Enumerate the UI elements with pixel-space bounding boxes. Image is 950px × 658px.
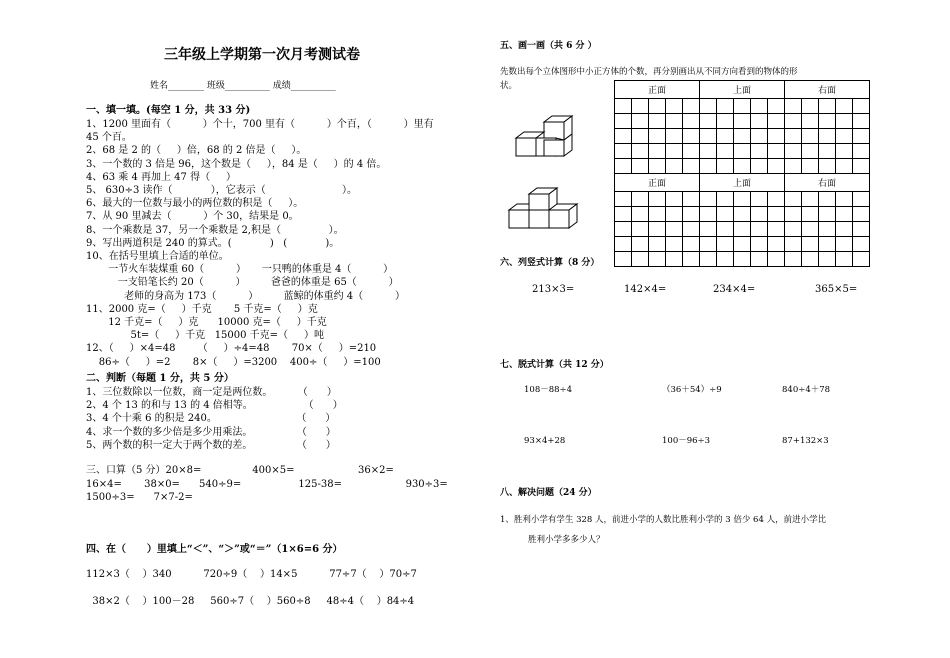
grid-cell[interactable]: [819, 129, 836, 144]
grid-cell[interactable]: [853, 222, 870, 237]
section-8-header: 八、解决问题（24 分）: [500, 488, 597, 498]
grid-cell[interactable]: [649, 144, 666, 159]
question-line: 11、2000 克=（ ）千克 5 千克=（ ）克: [86, 303, 318, 315]
grid-cell[interactable]: [700, 207, 717, 222]
compare-line: 38×2（ ）100－28 560÷7（ ）560÷8 48÷4（ ）84÷4: [86, 596, 415, 607]
grid-cell[interactable]: [632, 252, 649, 267]
grid-cell[interactable]: [785, 252, 802, 267]
question-line: 10、在括号里填上合适的单位。: [86, 251, 229, 262]
page-title: 三年级上学期第一次月考测试卷: [164, 47, 360, 63]
grid-cell[interactable]: [853, 114, 870, 129]
oral-calc-line: 1500÷3= 7×7-2=: [86, 492, 193, 503]
grid-cell[interactable]: [615, 192, 632, 207]
question-line: 3、一个数的 3 倍是 96，这个数是（ ），84 是（ ）的 4 倍。: [86, 158, 387, 170]
grid-label-front: 正面: [615, 81, 700, 99]
grid-cell[interactable]: [802, 237, 819, 252]
grid-cell[interactable]: [785, 129, 802, 144]
question-line: 老师的身高为 173（ ） 蓝鲸的体重约 4（ ）: [86, 290, 405, 302]
grid-cell[interactable]: [853, 129, 870, 144]
grid-cell[interactable]: [751, 159, 768, 174]
grid-cell[interactable]: [666, 252, 683, 267]
grid-cell[interactable]: [615, 207, 632, 222]
question-line: 2、68 是 2 的（ ）倍，68 的 2 倍是（ ）。: [86, 145, 307, 157]
grid-cell[interactable]: [666, 222, 683, 237]
grid-label-right: 右面: [785, 81, 870, 99]
grid-cell[interactable]: [785, 192, 802, 207]
grid-cell[interactable]: [819, 222, 836, 237]
grid-cell[interactable]: [666, 144, 683, 159]
grid-cell[interactable]: [700, 237, 717, 252]
grid-cell[interactable]: [853, 99, 870, 114]
grid-cell[interactable]: [717, 129, 734, 144]
grid-cell[interactable]: [802, 159, 819, 174]
grid-cell[interactable]: [802, 114, 819, 129]
grid-cell[interactable]: [632, 222, 649, 237]
grid-cell[interactable]: [768, 192, 785, 207]
judgement-line: 3、4 个十乘 6 的积是 240。 （ ）: [86, 413, 336, 425]
vertical-calc-item: 213×3=: [532, 284, 575, 295]
grid-cell[interactable]: [717, 222, 734, 237]
section-4-header: 四、在（ ）里填上“＜”、“＞”或“＝”（1×6=6 分）: [86, 544, 343, 555]
step-calc-item: 87+132×3: [782, 436, 829, 446]
grid-cell[interactable]: [615, 159, 632, 174]
grid-cell[interactable]: [819, 252, 836, 267]
question-line: 12、（ ）×4=48 （ ）÷4=48 70×（ ）=210: [86, 343, 377, 355]
oral-calc-line: 三、口算（5 分）20×8= 400×5= 36×2=: [86, 465, 394, 476]
grid-cell[interactable]: [802, 207, 819, 222]
grid-cell[interactable]: [853, 159, 870, 174]
grid-cell[interactable]: [768, 114, 785, 129]
step-calc-item: 108－88÷4: [524, 385, 573, 395]
question-line: 5、 630÷3 读作（ ），它表示（ ）。: [86, 185, 357, 196]
grid-cell[interactable]: [700, 222, 717, 237]
grid-cell[interactable]: [819, 237, 836, 252]
grid-cell[interactable]: [700, 99, 717, 114]
grid-cell[interactable]: [683, 144, 700, 159]
grid-cell[interactable]: [751, 144, 768, 159]
grid-cell[interactable]: [649, 114, 666, 129]
question-line: 12 千克=（ ）克 10000 克=（ ）千克: [86, 317, 327, 328]
oral-calc-line: 16×4= 38×0= 540÷9= 125-38= 930÷3=: [86, 478, 448, 490]
grid-cell[interactable]: [615, 144, 632, 159]
grid-cell[interactable]: [683, 222, 700, 237]
judgement-line: 5、两个数的积一定大于两个数的差。 （ ）: [86, 439, 336, 451]
grid-cell[interactable]: [768, 144, 785, 159]
grid-cell[interactable]: [717, 99, 734, 114]
grid-cell[interactable]: [700, 252, 717, 267]
grid-cell[interactable]: [819, 207, 836, 222]
grid-cell[interactable]: [836, 144, 853, 159]
grid-cell[interactable]: [666, 99, 683, 114]
question-line: 86÷（ ）=2 8×（ ）=3200 400÷（ ）=100: [86, 356, 381, 368]
student-info-line: 姓名________ 班级__________ 成绩__________: [150, 81, 336, 91]
grid-cell[interactable]: [836, 129, 853, 144]
grid-label-front: 正面: [615, 174, 700, 192]
grid-cell[interactable]: [768, 252, 785, 267]
grid-cell[interactable]: [615, 114, 632, 129]
grid-cell[interactable]: [649, 159, 666, 174]
grid-cell[interactable]: [853, 237, 870, 252]
grid-cell[interactable]: [734, 222, 751, 237]
step-calc-item: 100－96÷3: [662, 436, 711, 446]
grid-cell[interactable]: [632, 144, 649, 159]
grid-cell[interactable]: [649, 129, 666, 144]
grid-cell[interactable]: [632, 159, 649, 174]
grid-cell[interactable]: [683, 252, 700, 267]
grid-cell[interactable]: [768, 222, 785, 237]
grid-cell[interactable]: [802, 129, 819, 144]
grid-cell[interactable]: [717, 252, 734, 267]
grid-cell[interactable]: [785, 207, 802, 222]
grid-cell[interactable]: [649, 192, 666, 207]
grid-cell[interactable]: [717, 237, 734, 252]
grid-cell[interactable]: [632, 129, 649, 144]
grid-cell[interactable]: [632, 99, 649, 114]
question-line: 一支铅笔长约 20（ ） 爸爸的体重是 65（ ）: [86, 277, 399, 289]
grid-cell[interactable]: [683, 192, 700, 207]
grid-cell[interactable]: [649, 222, 666, 237]
section-6-header: 六、列竖式计算（8 分）: [500, 258, 600, 268]
grid-cell[interactable]: [836, 114, 853, 129]
section-8-question-1-line-1: 1、胜利小学有学生 328 人，前进小学的人数比胜利小学的 3 倍少 64 人，前进小学比: [500, 515, 827, 525]
judgement-line: 2、4 个 13 的和与 13 的 4 倍相等。 （ ）: [86, 400, 343, 412]
grid-cell[interactable]: [751, 237, 768, 252]
grid-cell[interactable]: [836, 252, 853, 267]
question-line: 5t=（ ）千克 15000 千克=（ ）吨: [86, 330, 324, 342]
cube-figure-1: [514, 114, 584, 162]
compare-line: 112×3（ ）340 720÷9（ ）14×5 77÷7（ ）70÷7: [86, 569, 417, 580]
grid-cell[interactable]: [768, 99, 785, 114]
grid-cell[interactable]: [802, 222, 819, 237]
grid-cell[interactable]: [666, 207, 683, 222]
judgement-line: 1、三位数除以一位数，商一定是两位数。 （ ）: [86, 387, 337, 398]
grid-cell[interactable]: [632, 237, 649, 252]
grid-cell[interactable]: [836, 99, 853, 114]
judgement-line: 4、求一个数的多少倍是多少用乘法。 （ ）: [86, 426, 336, 438]
grid-cell[interactable]: [734, 237, 751, 252]
grid-cell[interactable]: [683, 159, 700, 174]
vertical-calc-item: 365×5=: [815, 284, 858, 295]
grid-cell[interactable]: [632, 192, 649, 207]
grid-cell[interactable]: [785, 144, 802, 159]
grid-cell[interactable]: [802, 99, 819, 114]
grid-cell[interactable]: [836, 222, 853, 237]
grid-cell[interactable]: [649, 99, 666, 114]
grid-cell[interactable]: [700, 129, 717, 144]
grid-cell[interactable]: [666, 114, 683, 129]
grid-cell[interactable]: [649, 237, 666, 252]
grid-cell[interactable]: [666, 237, 683, 252]
grid-cell[interactable]: [785, 222, 802, 237]
grid-cell[interactable]: [717, 144, 734, 159]
grid-cell[interactable]: [734, 207, 751, 222]
grid-cell[interactable]: [632, 114, 649, 129]
grid-cell[interactable]: [649, 207, 666, 222]
section-5-desc-1: 先数出每个立体图形中小正方体的个数，再分别画出从不同方向看到的物体的形: [500, 67, 798, 77]
grid-cell[interactable]: [666, 129, 683, 144]
grid-cell[interactable]: [836, 192, 853, 207]
grid-cell[interactable]: [683, 99, 700, 114]
grid-cell[interactable]: [819, 114, 836, 129]
grid-cell[interactable]: [785, 237, 802, 252]
grid-cell[interactable]: [768, 159, 785, 174]
grid-cell[interactable]: [751, 222, 768, 237]
grid-cell[interactable]: [751, 207, 768, 222]
question-line: 7、从 90 里减去（ ）个 30，结果是 0。: [86, 211, 299, 223]
grid-cell[interactable]: [751, 99, 768, 114]
drawing-grid[interactable]: [614, 80, 870, 267]
question-line: 8、一个乘数是 37，另一个乘数是 2,积是（ ）。: [86, 224, 344, 236]
grid-cell[interactable]: [615, 129, 632, 144]
grid-cell[interactable]: [819, 99, 836, 114]
grid-cell[interactable]: [734, 114, 751, 129]
section-7-header: 七、脱式计算（共 12 分）: [500, 360, 609, 370]
grid-cell[interactable]: [802, 252, 819, 267]
step-calc-item: 93×4+28: [524, 436, 566, 446]
grid-label-top: 上面: [700, 81, 785, 99]
grid-cell[interactable]: [683, 129, 700, 144]
grid-cell[interactable]: [734, 129, 751, 144]
grid-cell[interactable]: [768, 237, 785, 252]
grid-cell[interactable]: [683, 237, 700, 252]
section-8-question-1-line-2: 胜利小学多多少人？: [528, 535, 605, 545]
grid-cell[interactable]: [700, 144, 717, 159]
grid-cell[interactable]: [734, 192, 751, 207]
grid-cell[interactable]: [717, 114, 734, 129]
section-5-desc-2: 状。: [500, 81, 518, 91]
vertical-calc-item: 142×4=: [624, 284, 667, 295]
grid-cell[interactable]: [802, 144, 819, 159]
grid-cell[interactable]: [683, 207, 700, 222]
grid-cell[interactable]: [853, 144, 870, 159]
grid-cell[interactable]: [615, 99, 632, 114]
grid-cell[interactable]: [717, 192, 734, 207]
grid-cell[interactable]: [734, 159, 751, 174]
grid-cell[interactable]: [666, 159, 683, 174]
grid-cell[interactable]: [734, 252, 751, 267]
grid-cell[interactable]: [785, 99, 802, 114]
grid-cell[interactable]: [836, 207, 853, 222]
cube-figure-2: [507, 186, 585, 234]
section-1-header: 一、填一填。(每空 1 分，共 33 分): [86, 105, 251, 116]
grid-label-top: 上面: [700, 174, 785, 192]
grid-cell[interactable]: [615, 252, 632, 267]
grid-label-right: 右面: [785, 174, 870, 192]
step-calc-item: （36＋54）÷9: [662, 385, 722, 395]
question-line: 45 个百。: [86, 132, 132, 144]
grid-cell[interactable]: [853, 192, 870, 207]
question-line: 9、写出两道积是 240 的算式。( ) ( )。: [86, 237, 340, 249]
grid-cell[interactable]: [819, 159, 836, 174]
grid-cell[interactable]: [615, 237, 632, 252]
grid-cell[interactable]: [649, 252, 666, 267]
grid-cell[interactable]: [751, 252, 768, 267]
grid-cell[interactable]: [632, 207, 649, 222]
grid-cell[interactable]: [785, 159, 802, 174]
grid-cell[interactable]: [734, 144, 751, 159]
step-calc-item: 840÷4＋78: [782, 385, 831, 395]
question-line: 4、63 乘 4 再加上 47 得（ ）: [86, 171, 236, 183]
grid-cell[interactable]: [700, 114, 717, 129]
question-line: 6、最大的一位数与最小的两位数的积是（ ）。: [86, 198, 304, 210]
section-5-header: 五、画一画（共 6 分 ）: [500, 41, 597, 51]
grid-cell[interactable]: [751, 129, 768, 144]
grid-cell[interactable]: [615, 222, 632, 237]
grid-cell[interactable]: [717, 207, 734, 222]
grid-cell[interactable]: [768, 129, 785, 144]
grid-cell[interactable]: [802, 192, 819, 207]
question-line: 1、1200 里面有（ ）个十，700 里有（ ）个百，（ ）里有: [86, 119, 434, 130]
grid-cell[interactable]: [819, 192, 836, 207]
grid-cell[interactable]: [836, 159, 853, 174]
grid-cell[interactable]: [853, 207, 870, 222]
question-line: 一节火车装煤重 60（ ） 一只鸭的体重是 4（ ）: [86, 264, 394, 276]
grid-cell[interactable]: [751, 114, 768, 129]
grid-cell[interactable]: [700, 192, 717, 207]
grid-cell[interactable]: [700, 159, 717, 174]
vertical-calc-item: 234×4=: [713, 284, 756, 295]
grid-cell[interactable]: [819, 144, 836, 159]
grid-cell[interactable]: [666, 192, 683, 207]
grid-cell[interactable]: [836, 237, 853, 252]
grid-cell[interactable]: [768, 207, 785, 222]
grid-cell[interactable]: [683, 114, 700, 129]
grid-cell[interactable]: [717, 159, 734, 174]
section-2-header: 二、判断（每题 1 分，共 5 分）: [86, 373, 234, 384]
grid-cell[interactable]: [751, 192, 768, 207]
grid-cell[interactable]: [785, 114, 802, 129]
grid-cell[interactable]: [853, 252, 870, 267]
grid-cell[interactable]: [734, 99, 751, 114]
